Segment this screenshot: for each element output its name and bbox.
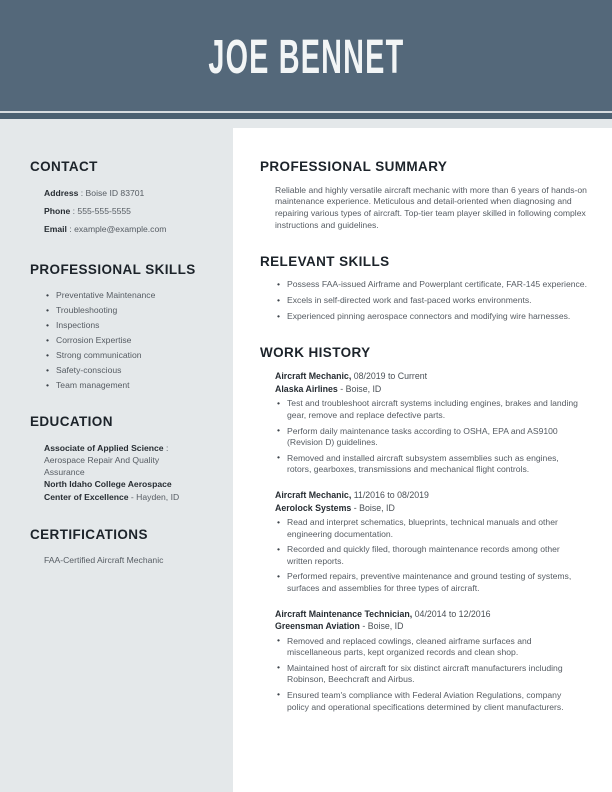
certification-item: FAA-Certified Aircraft Mechanic [44,555,164,566]
list-item: • Safety-conscious [46,364,215,376]
list-item: • Ensured team's compliance with Federal Aviation Regulations, company policy and operational specifications determined by client manufacturers. [277,690,585,713]
relevant-skills-heading: RELEVANT SKILLS [260,253,390,269]
list-item: • Inspections [46,319,215,331]
list-item: • Strong communication [46,349,215,361]
list-item: • Recorded and quickly filed, thorough maintenance records among other written reports. [277,544,585,567]
list-item: • Excels in self-directed work and fast-paced works environments. [277,295,602,307]
professional-skills-heading: PROFESSIONAL SKILLS [30,261,196,277]
relevant-skills-list [277,279,602,323]
list-item: • Possess FAA-issued Airframe and Powerplant certificate, FAR-145 experience. [277,279,602,291]
work-history-section [260,346,602,713]
education-heading: EDUCATION [30,414,113,429]
main-column [233,128,612,792]
list-item: • Performed repairs, preventive maintenance and ground testing of systems, surfaces and assemblies for three types of aircraft. [277,571,585,594]
job-dates: 11/2016 to 08/2019 [353,490,429,501]
job-location: - Boise, ID [340,383,382,394]
contact-email-value: : example@example.com [69,223,167,234]
certifications-heading: CERTIFICATIONS [30,526,148,542]
sidebar [0,119,233,792]
job-employer: Alaska Airlines [275,383,338,394]
contact-address-value: : Boise ID 83701 [80,187,145,198]
job-bullet-list [277,517,602,595]
work-history-heading: WORK HISTORY [260,344,371,360]
professional-summary-heading: PROFESSIONAL SUMMARY [260,159,448,174]
job-employer: Aerolock Systems [275,502,352,513]
contact-section [30,160,215,235]
professional-summary-text: Reliable and highly versatile aircraft mechanic with more than 6 years of hands-on maintenance experience. Meticulous and detail-oriented when diagnosing and repairing various types of aircraft. Top-tier team player skilled in following complex instructions and guidelines. [275,184,587,230]
education-section [30,415,215,503]
contact-email [44,223,215,235]
job-dates: 04/2014 to 12/2016 [414,608,491,619]
job-entry-1 [260,370,602,476]
education-school-location: - Hayden, ID [128,491,180,502]
contact-email-label: Email [44,223,67,234]
job-location: - Boise, ID [353,502,395,513]
job-header [275,608,602,633]
content-area [0,119,612,792]
job-bullet-list [277,398,602,476]
job-dates: 08/2019 to Current [353,371,428,382]
job-entry-2 [260,489,602,595]
list-item: • Experienced pinning aerospace connectors and modifying wire harnesses. [277,311,602,323]
job-employer: Greensman Aviation [275,621,360,632]
certifications-section [30,528,215,567]
professional-skills-list [46,289,215,391]
contact-address-label: Address [44,187,79,198]
professional-summary-section [260,160,602,232]
list-item: • Read and interpret schematics, blueprints, technical manuals and other engineering documentation. [277,517,585,540]
contact-heading: CONTACT [30,159,98,174]
education-degree-field: : Aerospace Repair And Quality Assurance [44,442,169,478]
contact-phone [44,205,215,217]
job-location: - Boise, ID [362,621,404,632]
job-bullet-list [277,636,602,714]
list-item: • Removed and installed aircraft subsystem assemblies such as engines, rotors, gearboxes, transmissions and mechanical flight controls. [277,453,585,476]
professional-skills-section [30,263,215,392]
job-title: Aircraft Maintenance Technician, [275,608,413,619]
job-entry-3 [260,608,602,714]
job-header [275,370,602,395]
job-header [275,489,602,514]
relevant-skills-section [260,255,602,323]
education-entry [44,442,200,503]
contact-address [44,187,215,199]
list-item: • Team management [46,379,215,391]
education-degree: Associate of Applied Science [44,442,164,453]
list-item: • Corrosion Expertise [46,334,215,346]
list-item: • Troubleshooting [46,304,215,316]
job-title: Aircraft Mechanic, [275,490,352,501]
contact-phone-label: Phone [44,205,71,216]
list-item: • Maintained host of aircraft for six distinct aircraft manufacturers including Robinson, Beechcraft and Airbus. [277,663,585,686]
list-item: • Preventative Maintenance [46,289,215,301]
job-title: Aircraft Mechanic, [275,371,352,382]
list-item: • Perform daily maintenance tasks according to OSHA, EPA and AS9100 (Revision D) guidelines. [277,426,585,449]
list-item: • Test and troubleshoot aircraft systems including engines, brakes and landing gear, remove and replace defective parts. [277,398,585,421]
list-item: • Removed and replaced cowlings, cleaned airframe surfaces and miscellaneous parts, kept organized records and clean shop. [277,636,585,659]
education-school: North Idaho College Aerospace Center of Excellence [44,479,172,502]
contact-phone-value: : 555-555-5555 [72,205,131,216]
candidate-name: JOE BENNET [207,31,405,84]
resume-header [0,0,612,111]
